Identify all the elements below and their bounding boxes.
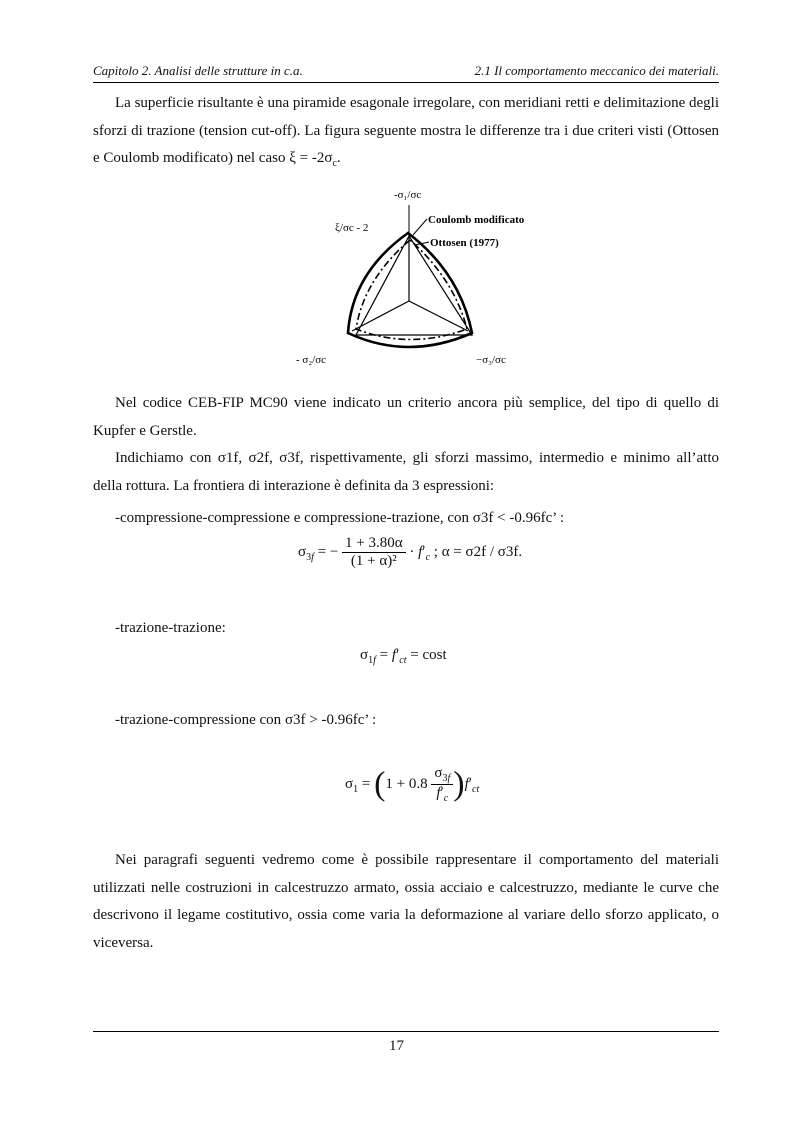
figure-left-axis-label: - σ₂/σc	[296, 354, 327, 366]
sigma-list: σ1f, σ2f, σ3f	[217, 450, 300, 466]
equation-2-rhs: = cost	[410, 647, 447, 663]
equation-3-coef: 1 + 0.8	[385, 775, 428, 792]
coulomb-leader-line	[413, 219, 427, 235]
case-xi-sub: c	[332, 158, 337, 169]
paragraph-conclusion: Nei paragrafi seguenti vedremo come è possibile rappresentare il comportamento del materiali utilizzati nelle costruzioni in calcestruzzo armato, ossia acciaio e calcestruzzo, mediante le curve che descrivono il legame costitutivo, ossia come varia la deformazione al variare dello sforzo applicato, o viceversa.	[93, 852, 719, 951]
alpha-definition: ; α = σ2f / σ3f.	[433, 543, 523, 560]
figure-coulomb-label: Coulomb modificato	[428, 214, 525, 226]
figure-xi-label: ξ/σc - 2	[335, 222, 369, 234]
running-header-section: 2.1 Il comportamento meccanico dei materiali.	[474, 63, 719, 78]
paragraph-definition: Indichiamo con σ1f, σ2f, σ3f, rispettivamente, gli sforzi massimo, intermedio e minimo all’atto della rottura. La frontiera di interazione è definita da 3 espressioni:	[93, 450, 719, 494]
case-xi: ξ = -2σ	[289, 150, 333, 166]
paragraph-ceb-fip: Nel codice CEB-FIP MC90 viene indicato un criterio ancora più semplice, del tipo di quello di Kupfer e Gerstle.	[93, 395, 719, 439]
footer-rule	[93, 1031, 719, 1032]
equation-3: $\sigma_1 = (1 + 0.8$ $\frac{\sigma_{3f}}{f'_c}$ )$f'_{ct}$	[345, 765, 480, 804]
running-header-chapter: Capitolo 2. Analisi delle strutture in c.a.	[93, 63, 303, 78]
header-rule	[93, 82, 719, 83]
figure-right-axis-label: −σ₃/σc	[476, 354, 506, 366]
case1-label: -compressione-compressione e compressione-trazione, con σ3f < -0.96fc’ :	[115, 510, 565, 526]
failure-criteria-figure	[290, 183, 530, 370]
axis-line-2	[352, 301, 409, 331]
equation-1-fraction	[342, 535, 406, 570]
page-number: 17	[389, 1038, 404, 1054]
ottosen-curve	[356, 240, 467, 340]
case1-condition: σ3f < -0.96fc’ :	[472, 510, 565, 526]
case3-label: -trazione-compressione con σ3f > -0.96fc’ :	[115, 712, 377, 728]
figure-ottosen-label: Ottosen (1977)	[430, 237, 499, 249]
equation-2: $\sigma_{1f} = f'_{ct} = \cos t$	[360, 647, 447, 666]
paragraph-intro: La superficie risultante è una piramide esagonale irregolare, con meridiani retti e delimitazione degli sforzi di trazione (tension cut-off). La figura seguente mostra le differenze tra i due criteri visti (Ottosen e Coulomb modificato) nel caso $\xi = -2\sigma_c$.	[93, 95, 719, 169]
equation-1-denominator: (1 + α)²	[350, 553, 397, 569]
case2-label: -trazione-trazione:	[115, 620, 226, 636]
figure-top-axis-label: -σ₁/σc	[394, 189, 422, 201]
equation-1-numerator: 1 + 3.80α	[342, 535, 406, 553]
equation-3-fraction: $\frac{\sigma_{3f}}{f'_c}$	[431, 765, 453, 804]
equation-1: $\sigma_{3f}$ = − $\frac{1 + 3.80\alpha}{\text{(1 + α)²}}$ · $f'_c$ ; α = σ2f / σ3f.	[298, 535, 523, 569]
coulomb-curve	[348, 233, 472, 347]
case3-condition: σ3f > -0.96fc’ :	[284, 712, 377, 728]
